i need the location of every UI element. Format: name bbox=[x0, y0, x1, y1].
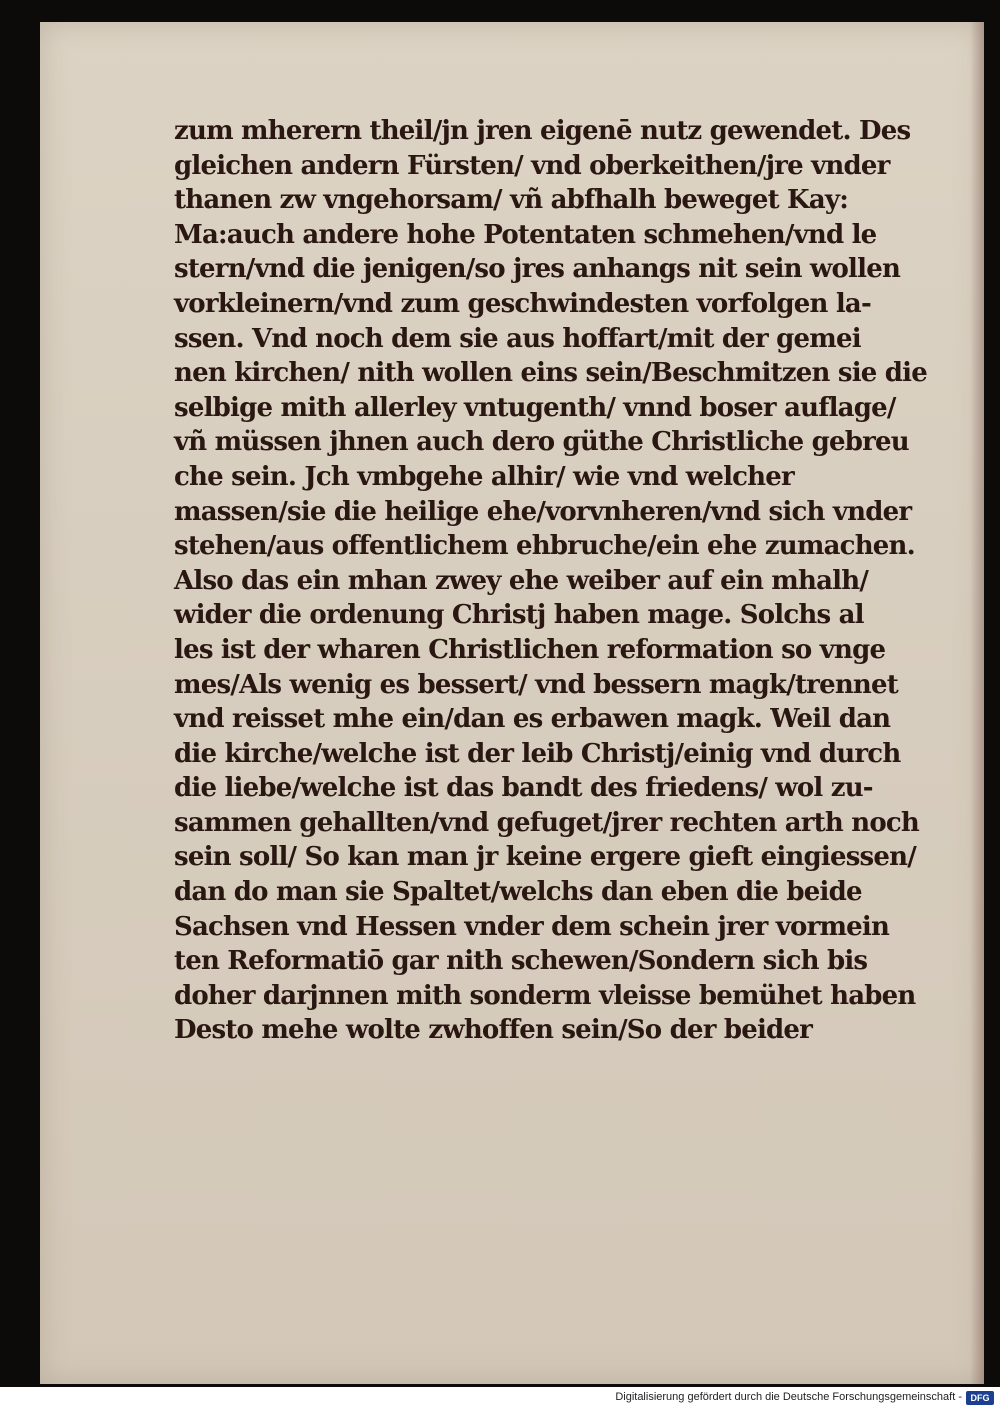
text-line: stern/vnd die jenigen/so jres anhangs nit sein wollen bbox=[174, 254, 901, 285]
text-line: Desto mehe wolte zwhoffen sein/So der beider bbox=[174, 1015, 813, 1046]
funding-credit: Digitalisierung gefördert durch die Deutsche Forschungsgemeinschaft - bbox=[615, 1391, 962, 1403]
text-line: die kirche/welche ist der leib Christj/einig vnd durch bbox=[174, 738, 901, 769]
text-line: die liebe/welche ist das bandt des friedens/ wol zu- bbox=[174, 773, 873, 804]
text-line: selbige mith allerley vntugenth/ vnnd boser auflage/ bbox=[174, 392, 896, 423]
text-line: stehen/aus offentlichem ehbruche/ein ehe zumachen. bbox=[174, 531, 915, 562]
text-line: Sachsen vnd Hessen vnder dem schein jrer vormein bbox=[174, 911, 890, 942]
text-line: vnd reisset mhe ein/dan es erbawen magk. Weil dan bbox=[174, 704, 891, 735]
body-text bbox=[174, 114, 974, 1048]
text-line: dan do man sie Spaltet/welchs dan eben die beide bbox=[174, 877, 862, 908]
text-line: massen/sie die heilige ehe/vorvnheren/vnd sich vnder bbox=[174, 496, 912, 527]
text-line: ssen. Vnd noch dem sie aus hoffart/mit der gemei bbox=[174, 323, 861, 354]
text-line: sammen gehallten/vnd gefuget/jrer rechten arth noch bbox=[174, 807, 920, 838]
text-line: thanen zw vngehorsam/ vñ abfhalh beweget Kay: bbox=[174, 185, 849, 216]
text-line: che sein. Jch vmbgehe alhir/ wie vnd welcher bbox=[174, 461, 794, 492]
document-page bbox=[40, 22, 984, 1384]
dfg-logo-icon: DFG bbox=[966, 1391, 994, 1405]
text-line: wider die ordenung Christj haben mage. Solchs al bbox=[174, 600, 864, 631]
text-line: vorkleinern/vnd zum geschwindesten vorfolgen la- bbox=[174, 288, 871, 319]
text-line: Also das ein mhan zwey ehe weiber auf ein mhalh/ bbox=[174, 565, 869, 596]
text-line: mes/Als wenig es bessert/ vnd bessern magk/trennet bbox=[174, 669, 898, 700]
text-line: Ma:auch andere hohe Potentaten schmehen/vnd le bbox=[174, 219, 877, 250]
footer-bar bbox=[0, 1387, 1000, 1409]
text-line: gleichen andern Fürsten/ vnd oberkeithen/jre vnder bbox=[174, 150, 890, 181]
text-line: ten Reformatiō gar nith schewen/Sondern sich bis bbox=[174, 946, 868, 977]
text-line: nen kirchen/ nith wollen eins sein/Beschmitzen sie die bbox=[174, 358, 927, 389]
text-line: zum mherern theil/jn jren eigenē nutz gewendet. Des bbox=[174, 116, 911, 146]
text-line: les ist der wharen Christlichen reformation so vnge bbox=[174, 634, 886, 665]
text-line: doher darjnnen mith sonderm vleisse bemühet haben bbox=[174, 980, 916, 1011]
text-line: vñ müssen jhnen auch dero güthe Christliche gebreu bbox=[174, 427, 909, 458]
text-line: sein soll/ So kan man jr keine ergere gieft eingiessen/ bbox=[174, 842, 916, 873]
